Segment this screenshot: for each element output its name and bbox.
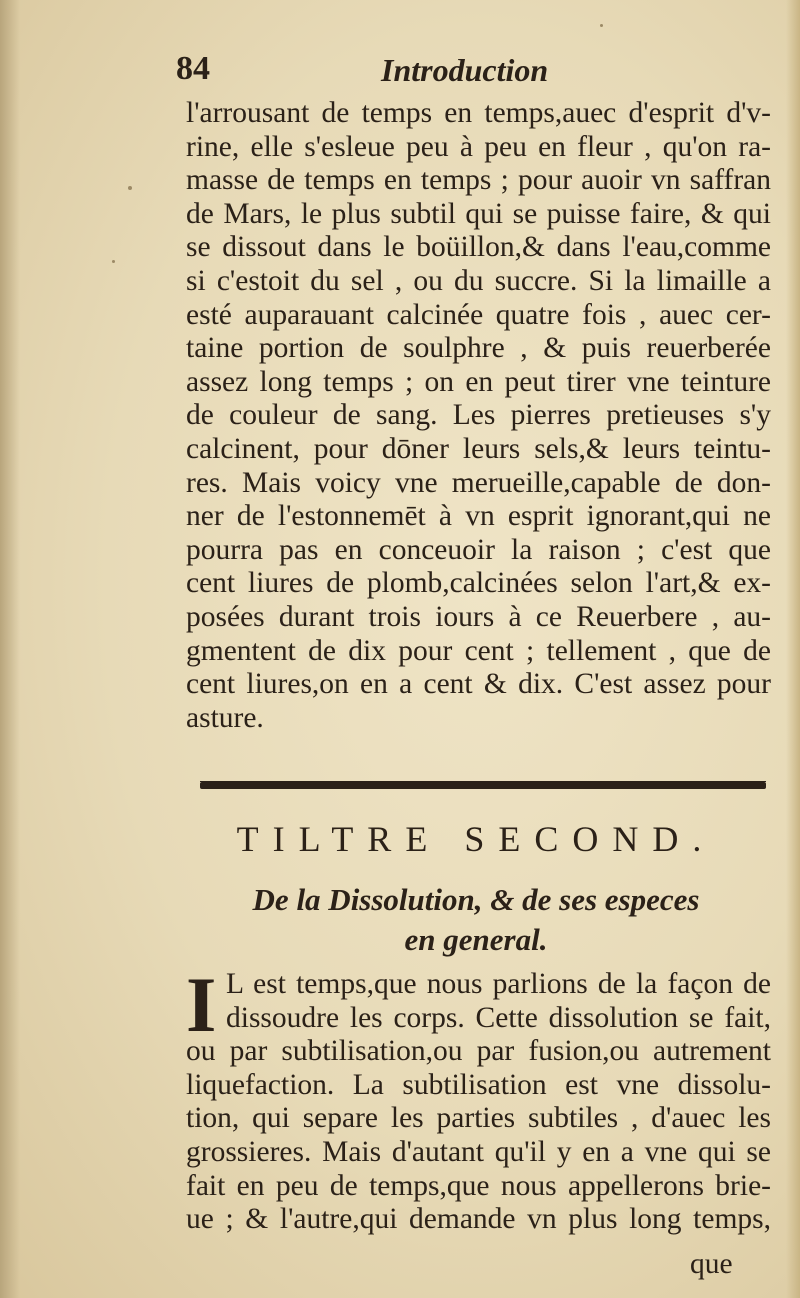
- text-line: esté auparauant calcinée quatre fois , auec cer-: [186, 298, 771, 331]
- paper-speck: [112, 260, 115, 263]
- section-subtitle-line: en general.: [404, 922, 548, 957]
- running-head: Introduction: [381, 52, 549, 88]
- text-line: gmentent de dix pour cent ; tellement , que de: [186, 634, 771, 667]
- page-header: [176, 50, 766, 100]
- text-line: si c'estoit du sel , ou du succre. Si la limaille a: [186, 264, 771, 297]
- text-line: liquefaction. La subtilisation est vne dissolu-: [186, 1068, 771, 1101]
- text-line: dissoudre les corps. Cette dissolution se fait,: [226, 1001, 771, 1034]
- gutter-shadow: [0, 0, 20, 1298]
- text-line: ou par subtilisation,ou par fusion,ou autrement: [186, 1035, 771, 1068]
- drop-cap: I: [186, 961, 217, 1048]
- paragraph-2: [186, 961, 771, 1237]
- page-edge: [786, 0, 800, 1298]
- text-line: tion, qui separe les parties subtiles , d'auec les: [186, 1102, 771, 1135]
- text-line: de Mars, le plus subtil qui se puisse faire, & qui: [186, 197, 771, 230]
- text-line: calcinent, pour dōner leurs sels,& leurs teintu-: [186, 432, 771, 465]
- text-line: l'arrousant de temps en temps,auec d'esprit d'v-: [186, 97, 771, 129]
- text-line: masse de temps en temps ; pour auoir vn saffran: [186, 164, 771, 197]
- text-line: cent liures,on en a cent & dix. C'est assez pour: [186, 668, 771, 701]
- text-line: posées durant trois iours à ce Reuerbere , au-: [186, 600, 771, 633]
- catchword: que: [690, 1248, 733, 1280]
- text-line: se dissout dans le boüillon,& dans l'eau,comme: [186, 231, 771, 264]
- text-line: rine, elle s'esleue peu à peu en fleur , qu'on ra-: [186, 130, 771, 163]
- text-line: fait en peu de temps,que nous appellerons brie-: [186, 1169, 771, 1202]
- text-line: grossieres. Mais d'autant qu'il y en a vne qui se: [186, 1135, 771, 1168]
- text-line: ue ; & l'autre,qui demande vn plus long temps,: [186, 1203, 771, 1236]
- text-line: L est temps,que nous parlions de la façon de: [226, 968, 771, 1000]
- text-line: ner de l'estonnemēt à vn esprit ignorant,qui ne: [186, 500, 771, 533]
- text-line: taine portion de soulphre , & puis reuerberée: [186, 332, 771, 365]
- section-rule: [200, 782, 766, 789]
- page-number: 84: [176, 50, 210, 87]
- text-line: de couleur de sang. Les pierres pretieuses s'y: [186, 399, 771, 432]
- paragraph-1: [186, 97, 771, 735]
- text-line: pourra pas en conceuoir la raison ; c'est que: [186, 533, 771, 566]
- paper-speck: [600, 24, 603, 27]
- text-line: assez long temps ; on en peut tirer vne teinture: [186, 365, 771, 398]
- section-subtitle-line: De la Dissolution, & de ses especes: [252, 882, 700, 917]
- paper-speck: [128, 186, 132, 190]
- text-line: res. Mais voicy vne merueille,capable de don-: [186, 466, 771, 499]
- section-title: TILTRE SECOND.: [236, 819, 716, 859]
- text-line: asture.: [186, 701, 264, 734]
- text-line: cent liures de plomb,calcinées selon l'art,& ex-: [186, 567, 771, 600]
- section-subtitle: [186, 880, 766, 960]
